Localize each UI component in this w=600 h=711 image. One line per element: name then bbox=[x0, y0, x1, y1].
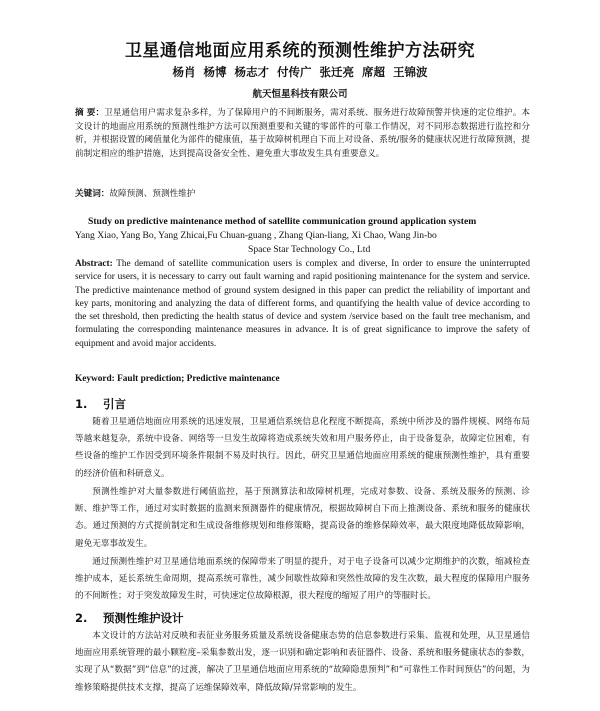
english-affiliation: Space Star Technology Co., Ltd bbox=[248, 244, 371, 255]
affiliation: 航天恒星科技有限公司 bbox=[252, 89, 348, 100]
section-title: 引言 bbox=[103, 397, 126, 411]
abstract-en bbox=[75, 258, 530, 351]
section-heading-1 bbox=[75, 396, 126, 412]
abstract-en-text: The demand of satellite communication users is complex and diverse, In order to ensure the uninterrupted service for users, it is necessary to carry out fault warning and rapid positioning maintenance for the system and service. The predictive maintenance method of ground system designed in this paper can predict the reliability of important and key parts, monitoring and analyzing the data of different forms, and quantifying the health value of device according to the set threshold, then predicting the health status of device and system /service based on the fault tree mechanism, and formulating the corresponding maintenance measures in advance. It is of great significance to improve the safety of equipment and avoid major accidents. bbox=[75, 259, 530, 349]
keywords-zh-label: 关键词： bbox=[75, 189, 110, 199]
keywords-en-label: Keyword: bbox=[75, 374, 115, 384]
abstract-zh-label: 摘 要： bbox=[75, 108, 105, 118]
abstract-zh-text: 卫星通信用户需求复杂多样，为了保障用户的不间断服务，需对系统、服务进行故障预警并快速的定位维护。本文设计的地面应用系统的预测性维护方法可以预测重要和关键的零部件的可靠工作情况，对不同形态数据进行监控和分析，并根据设置的阈值量化为部件的健康值，基于故障树机理自下而上对设备、系统/服务的健康状况进行故障预测，提前制定相应的维护措施，达到提高设备安全性、避免重大事故发生具有重要意义。 bbox=[75, 108, 530, 159]
keywords-en bbox=[75, 374, 280, 384]
section-number: 1. bbox=[75, 397, 88, 411]
abstract-zh bbox=[75, 107, 530, 161]
english-title: Study on predictive maintenance method of satellite communication ground application system bbox=[88, 216, 477, 227]
section-1-paragraph-1: 随着卫星通信地面应用系统的迅速发展，卫星通信系统信息化程度不断提高，系统中所涉及的器件规模、网络布局等越来越复杂，系统中设备、网络等一旦发生故障将造成系统失效和用户服务停止，由于设备复杂，故障定位困难，有些设备的维护工作因受到环境条件限制不易及时执行。因此，研究卫星通信地面应用系统的健康预测性维护，具有重要的经济价值和科研意义。 bbox=[75, 417, 530, 479]
paper-title: 卫星通信地面应用系统的预测性维护方法研究 bbox=[125, 41, 475, 61]
keywords-en-text: Fault prediction; Predictive maintenance bbox=[114, 374, 280, 384]
author-list: 杨肖 杨博 杨志才 付传广 张迁亮 席超 王锦波 bbox=[172, 65, 428, 79]
english-authors: Yang Xiao, Yang Bo, Yang Zhicai,Fu Chuan-guang , Zhang Qian-liang, Xi Chao, Wang Jin-bo bbox=[75, 230, 437, 241]
section-1-paragraph-2: 预测性维护对大量参数进行阈值监控，基于预测算法和故障树机理，完成对参数、设备、系统及服务的预测、诊断、维护等工作，通过对实时数据的监测来预测器件的健康情况，根据故障树自下而上推测设备、系统和服务的健康状态。通过预测的方式提前制定和生成设备维修规划和维修策略，提高设备的维修保障效率，最大限度地降低故障影响，避免无辜事故发生。 bbox=[75, 487, 530, 549]
abstract-en-label: Abstract: bbox=[75, 259, 113, 269]
section-number: 2. bbox=[75, 611, 88, 625]
section-1-paragraph-3: 通过预测性维护对卫星通信地面系统的保障带来了明显的提升，对于电子设备可以减少定期维护的次数，缩减检查维护成本，延长系统生命周期，提高系统可靠性，减少间歇性故障和突然性故障的发生次数，最大程度的保障用户服务的不间断性；对于突发故障发生时，可快速定位故障根源，很大程度的缩短了用户的等服时长。 bbox=[75, 557, 530, 602]
keywords-zh-text: 故障预测、预测性维护 bbox=[109, 189, 196, 199]
keywords-zh bbox=[75, 188, 530, 202]
section-title: 预测性维护设计 bbox=[103, 611, 184, 625]
section-2-paragraph-1: 本文设计的方法站对反映和表征业务服务质量及系统设备健康态势的信息参数进行采集、监视和处理，从卫星通信地面应用系统管理的最小颗粒度–采集参数出发，逐一识别和确定影响和表征器件、设备、系统和服务健康状态的参数，实现了从“数据”到“信息”的过渡，解决了卫星通信地面应用系统的“故障隐患预判”和“可靠性工作时间预估”的问题，为维修策略提供技术支撑，提高了运维保障效率，降低故障/异常影响的发生。 bbox=[75, 631, 530, 693]
section-heading-2 bbox=[75, 610, 184, 626]
